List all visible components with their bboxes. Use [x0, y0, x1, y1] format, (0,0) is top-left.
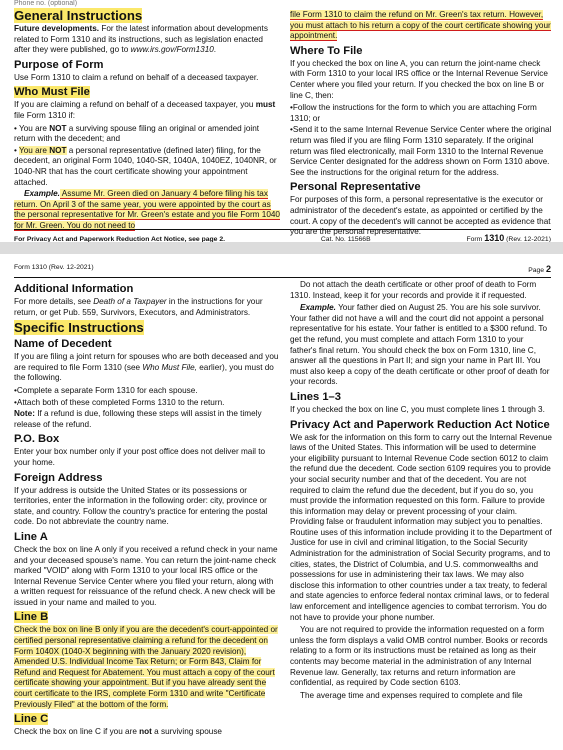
page-2: [0, 254, 563, 750]
page2-right-column: [290, 280, 552, 703]
note-para: Note: If a refund is due, following these steps will assist in the timely release of the refund.: [14, 409, 262, 429]
where-bullet-1: • Follow the instructions for the form to which you are attaching Form 1310; or: [290, 103, 552, 124]
form-number-footer: Form 1310 (Rev. 12-2021): [466, 233, 551, 242]
example-para: Example. Assume Mr. Green died on January 4 before filing his tax return. On April 3 of the same year, you were appointed by the court as the personal representative for Mr. Green's estate and you file Form 1040 for Mr. Green. You do not need to: [14, 189, 280, 230]
where-para: If you checked the box on line A, you can return the joint-name check with Form 1310 to your local IRS office or the Internal Revenue Service Center where you filed your return. If you checked the box on line B or line C, then:: [290, 58, 548, 100]
name-bullet-1: • Complete a separate Form 1310 for each spouse.: [14, 386, 280, 397]
who-must-file-heading: Who Must File: [14, 86, 90, 99]
page1-footer: [14, 229, 551, 242]
page-number: Page 2: [528, 264, 551, 274]
where-to-file-heading: Where To File: [290, 44, 363, 57]
page1-right-column: [290, 10, 552, 240]
privacy-act-heading: Privacy Act and Paperwork Reduction Act Notice: [290, 418, 550, 431]
personal-para: For purposes of this form, a personal representative is the executor or administrator of the decedent's estate, as appointed or certified by the court. A copy of the decedent's will cannot be accepted as evidence that you are the personal representative.: [290, 195, 551, 237]
additional-info-heading: Additional Information: [14, 283, 134, 295]
personal-representative-heading: Personal Representative: [290, 181, 421, 194]
who-bullet-2: • You are NOT a personal representative (defined later) filing, for the decedent, an original Form 1040, 1040-SR, 1040A, 1040EZ, 1040NR, or 1040-NR that has the court certificate showing your appointment attached.: [14, 146, 280, 188]
privacy-para-3: The average time and expenses required to complete and file: [300, 690, 523, 700]
foreign-address-heading: Foreign Address: [14, 471, 103, 484]
line-a-para: Check the box on line A only if you received a refund check in your name and your deceased spouse's name. You can return the joint-name check marked "VOID" along with Form 1310 to your local IRS office or the Internal Revenue Service Center where you filed your return, along with a written request for reissuance of the refund check. A new check will be issued in your name and mailed to you.: [14, 544, 278, 607]
purpose-para: Use Form 1310 to claim a refund on behalf of a deceased taxpayer.: [14, 72, 259, 82]
page2-form-label: Form 1310 (Rev. 12-2021): [14, 264, 94, 271]
where-bullet-2: • Send it to the same Internal Revenue Service Center where the original return was filed if you are filing Form 1310 separately. If the original return was filed electronically, mail Form 1310 to the Internal Revenue Service Center designated for the address shown on Form 1310 above. See the instructions for the original return for the address.: [290, 125, 552, 178]
who-bullet-1: • You are NOT a surviving spouse filing an original or amended joint return with the decedent; and: [14, 124, 280, 145]
father-example-para: Example. Your father died on August 25. You are his sole survivor. Your father did not have a will and the court did not appoint a personal representative for his estate. Your father is entitled to a $300 refund. To get the refund, you must complete and attach Form 1310 to your father's final return. You should check the box on Form 1310, line C, answer all the questions in Part II; and sign your name in Part III. You must also keep a copy of the death certificate or other proof of death for your records.: [290, 303, 550, 387]
lines-1-3-para: If you checked the box on line C, you must complete lines 1 through 3.: [290, 404, 545, 414]
cat-number: Cat. No. 11566B: [320, 236, 371, 242]
page2-header: [14, 264, 551, 278]
who-intro-para: If you are claiming a refund on behalf of a deceased taxpayer, you must file Form 1310 if:: [14, 100, 276, 120]
name-bullet-2: • Attach both of these completed Forms 1310 to the return.: [14, 398, 280, 409]
top-clip-text: Phone no. (optional): [14, 0, 78, 7]
po-box-heading: P.O. Box: [14, 433, 60, 446]
line-c-heading: Line C: [14, 713, 49, 726]
privacy-para-1: We ask for the information on this form to carry out the Internal Revenue laws of the United States. This information will be used to determine your eligibility pursuant to Internal Revenue Code section 6012 to claim the refund due the decedent. Code section 6109 requires you to provide your social security number and that of the decedent. You are not required to claim the refund due the decedent, but if you do so, you must provide the information requested on this form. Failure to provide this information may delay or prevent processing of your claim. Providing false or fraudulent information may subject you to penalties. Routine uses of this information include providing it to the Department of Justice for use in civil and criminal litigation, to the Social Security Administration for the administration of Social Security programs, and to cities, states, the District of Columbia, and U.S. commonwealths and possessions for use in administering their tax laws. We may also disclose this information to other countries under a tax treaty, to federal and state agencies to enforce federal nontax criminal laws, or to federal law enforcement and intelligence agencies to combat terrorism. You do not have to provide your phone number.: [290, 432, 552, 622]
future-developments-para: Future developments. For the latest information about developments related to Form 1310 and its instructions, such as legislation enacted after they were published, go to www.irs.gov/Form1310.: [14, 24, 268, 55]
line-a-heading: Line A: [14, 530, 48, 543]
name-para: If you are filing a joint return for spouses who are both deceased and you are required to file Form 1310 (see Who Must File, earlier), you must do the following.: [14, 352, 279, 383]
death-certificate-para: Do not attach the death certificate or other proof of death to Form 1310. Instead, keep it for your records and provide it if requested.: [290, 280, 537, 300]
page1-left-column: [14, 6, 280, 234]
line-c-para: Check the box on line C if you are not a surviving spouse: [14, 727, 222, 737]
lines-1-3-heading: Lines 1–3: [290, 390, 341, 403]
po-box-para: Enter your box number only if your post office does not deliver mail to your home.: [14, 447, 266, 467]
form-url-link[interactable]: www.irs.gov/Form1310: [130, 45, 214, 55]
privacy-para-2: You are not required to provide the information requested on a form unless the form displays a valid OMB control number. Books or records relating to a form or its instructions must be retained as long as their contents may become material in the administration of any Internal Revenue law. Generally, tax returns and return information are confidential, as required by Code section 6103.: [290, 625, 548, 688]
specific-instructions-heading: Specific Instructions: [14, 320, 144, 336]
foreign-address-para: If your address is outside the United States or its possessions or territories, enter the information in the following order: city, province or state, and country. Follow the country's practice for entering the postal code. Do not abbreviate the country name.: [14, 485, 268, 527]
general-instructions-heading: General Instructions: [14, 8, 143, 23]
page-1: [0, 0, 563, 242]
line-b-heading: Line B: [14, 611, 49, 624]
purpose-heading: Purpose of Form: [14, 58, 104, 71]
name-of-decedent-heading: Name of Decedent: [14, 338, 112, 351]
privacy-notice-ref: For Privacy Act and Paperwork Reduction Act Notice, see page 2.: [14, 236, 226, 242]
page2-left-column: [14, 280, 280, 740]
additional-info-para: For more details, see Death of a Taxpayer in the instructions for your return, or get Pub. 559, Survivors, Executors, and Administrators.: [14, 297, 263, 317]
continuation-para: file Form 1310 to claim the refund on Mr. Green's tax return. However, you must attach to his return a copy of the court certificate showing your appointment.: [290, 10, 551, 41]
line-b-para: Check the box on line B only if you are the decedent's court-appointed or certified personal representative claiming a refund for the decedent on Form 1040X (1040-X beginning with the January 2020 revision), Amended U.S. Individual Income Tax Return; or Form 843, Claim for Refund and Request for Abatement. You must attach a copy of the court certificate showing your appointment. But if you have already sent the court certificate to the IRS, complete Form 1310 and write "Certificate Previously Filed" at the bottom of the form.: [14, 625, 278, 709]
